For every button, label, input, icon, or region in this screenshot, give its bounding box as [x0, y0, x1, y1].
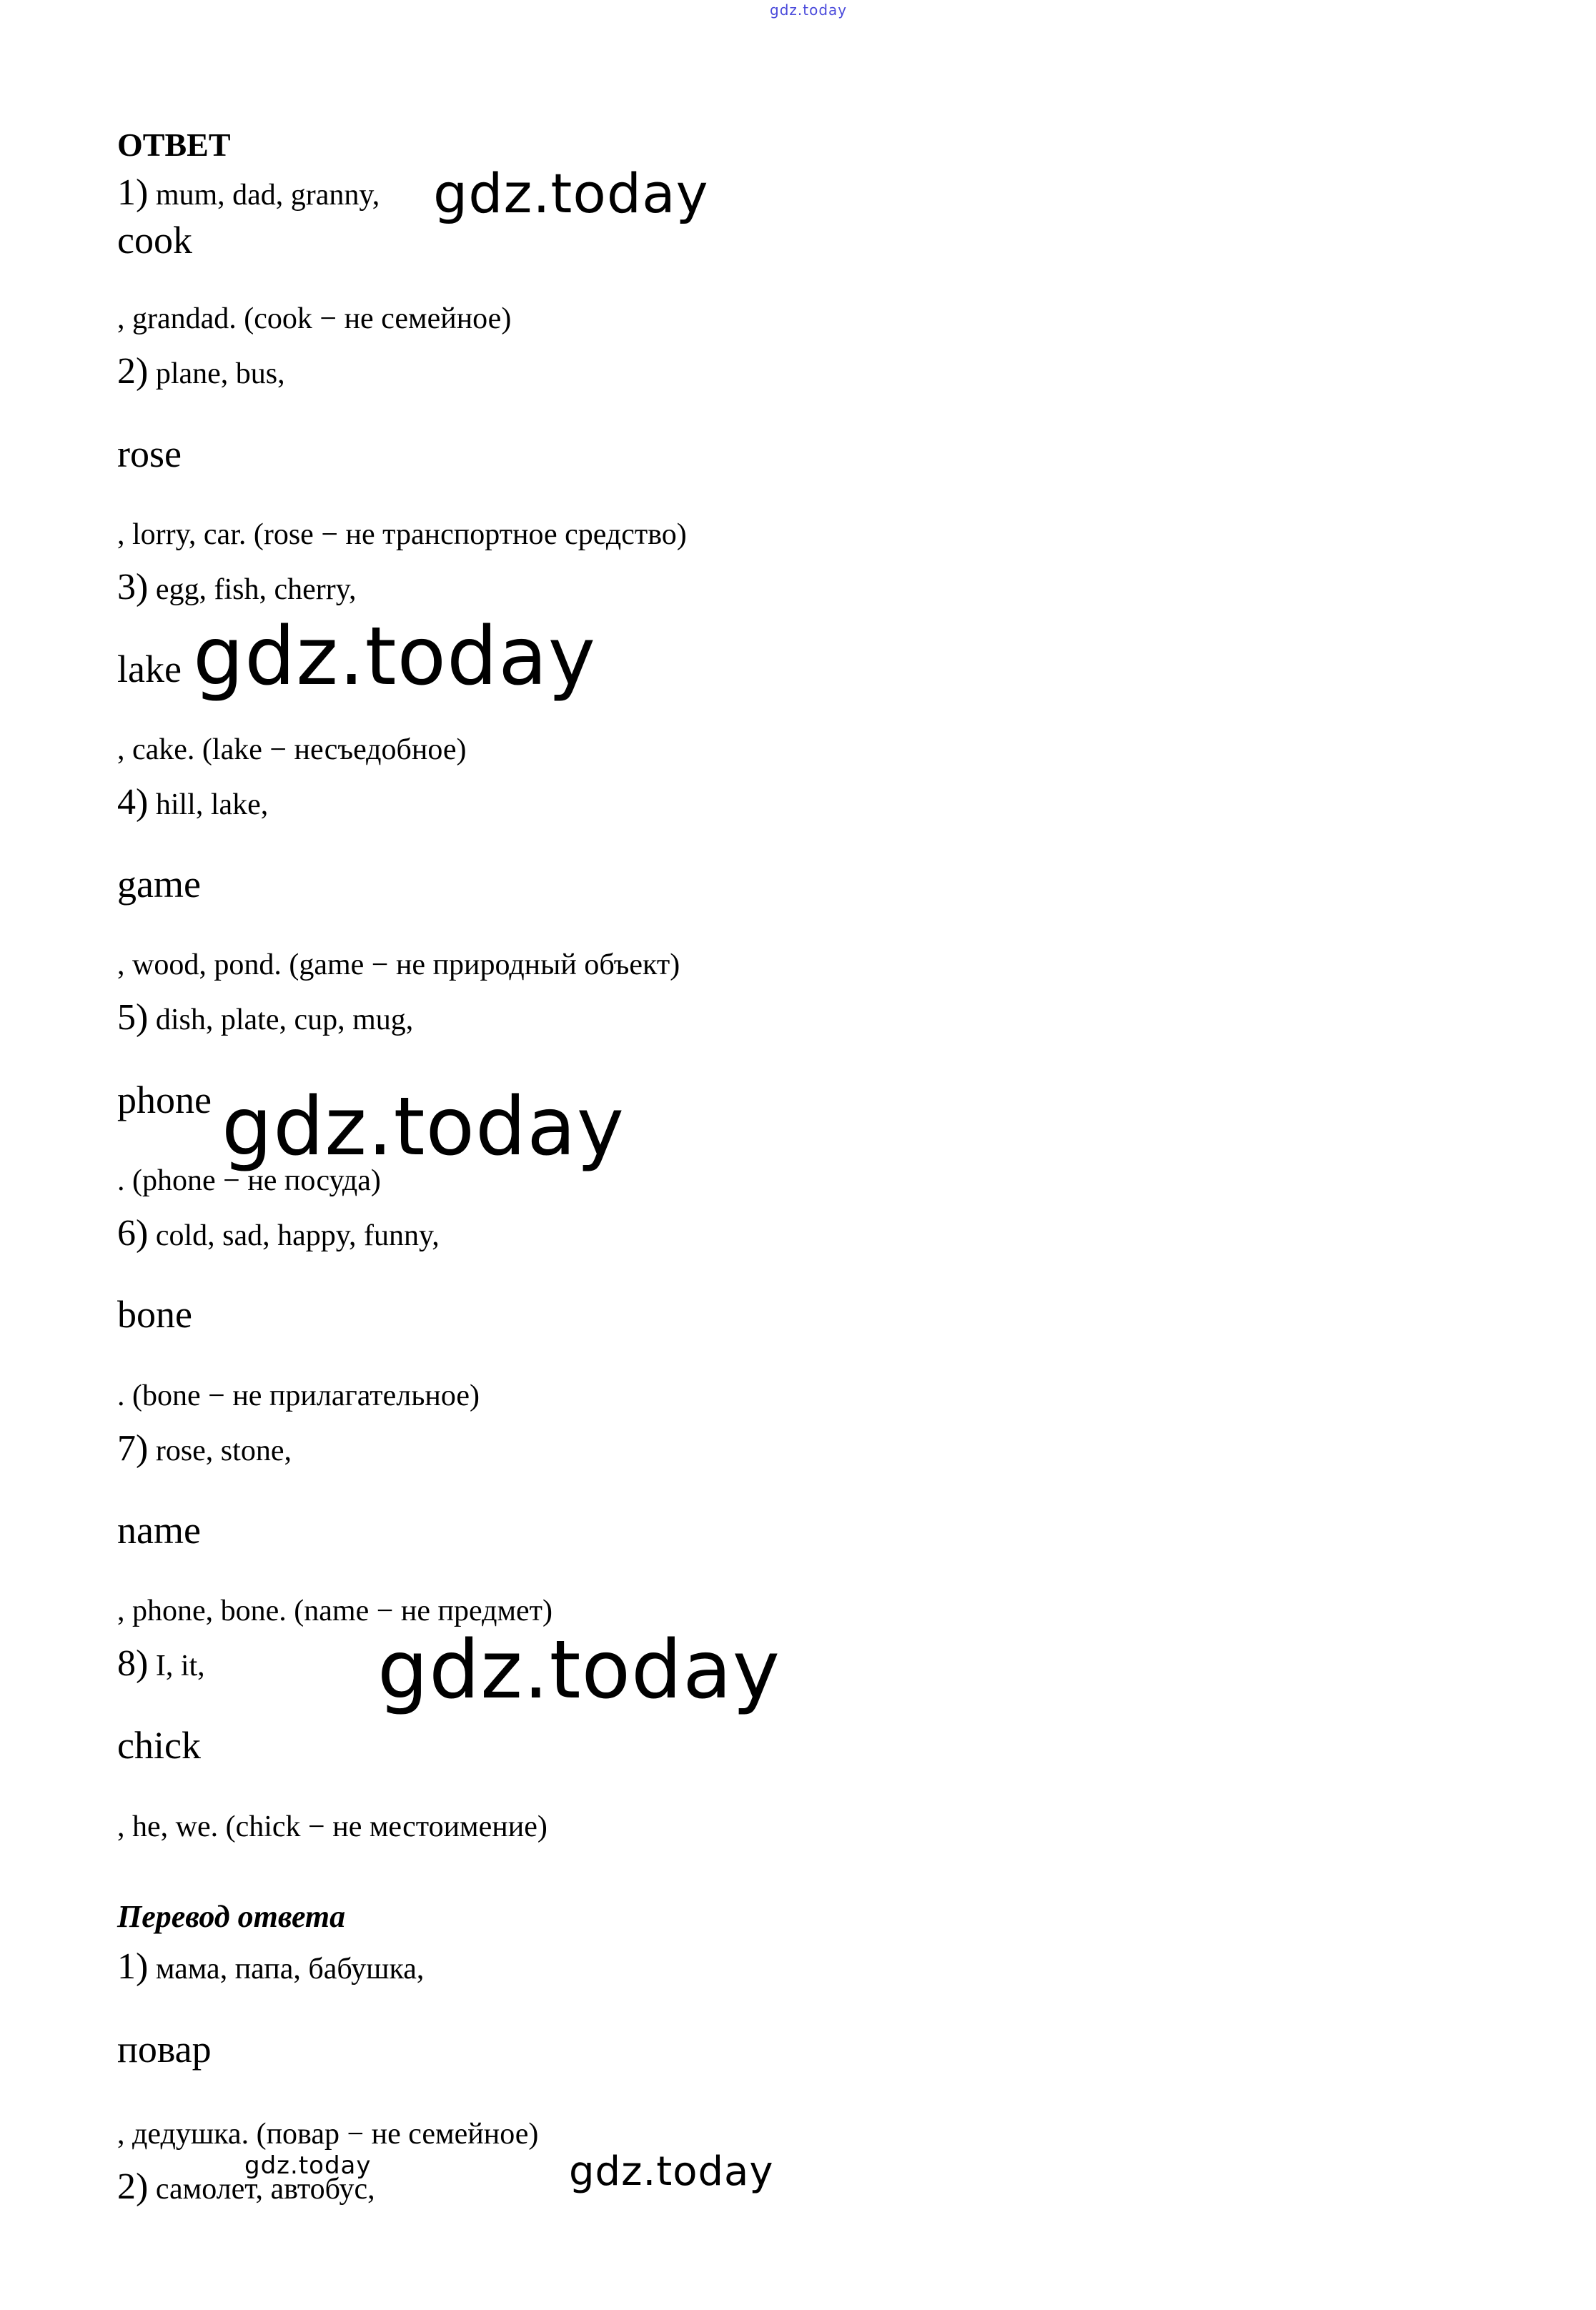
translation-item-1-line	[117, 1945, 424, 1988]
item-number: 3)	[117, 567, 149, 608]
item-words: мама, папа, бабушка,	[155, 1953, 425, 1986]
watermark-top: gdz.today	[770, 1, 848, 19]
item-6-explanation: . (bone − не прилагательное)	[117, 1379, 480, 1412]
translation-heading: Перевод ответа	[117, 1899, 346, 1934]
item-3-explanation: , cake. (lake − несъедобное)	[117, 733, 467, 766]
watermark: gdz.today	[222, 1081, 625, 1174]
item-6-line	[117, 1212, 440, 1254]
item-words: mum, dad, granny,	[155, 179, 380, 212]
item-5-line	[117, 996, 413, 1038]
item-number: 8)	[117, 1643, 149, 1684]
watermark: gdz.today	[193, 610, 597, 703]
item-3-odd-word: lake	[117, 648, 182, 690]
item-words: cold, sad, happy, funny,	[155, 1219, 440, 1252]
item-words: hill, lake,	[155, 788, 269, 821]
watermark: gdz.today	[377, 1624, 781, 1717]
item-number: 5)	[117, 997, 149, 1038]
item-number: 6)	[117, 1213, 149, 1254]
item-3-line	[117, 566, 357, 608]
item-1-explanation: , grandad. (cook − не семейное)	[117, 302, 512, 335]
watermark: gdz.today	[433, 162, 709, 225]
item-words: dish, plate, cup, mug,	[155, 1003, 414, 1036]
item-number: 7)	[117, 1428, 149, 1469]
item-8-explanation: , he, we. (chick − не местоимение)	[117, 1810, 547, 1843]
item-words: egg, fish, cherry,	[155, 573, 357, 606]
translation-item-1-odd-word: повар	[117, 2028, 212, 2071]
item-4-line	[117, 781, 268, 823]
item-7-line	[117, 1427, 292, 1469]
item-8-line	[117, 1642, 205, 1685]
item-7-explanation: , phone, bone. (name − не предмет)	[117, 1595, 553, 1627]
item-4-odd-word: game	[117, 863, 201, 906]
translation-item-1-explanation: , дедушка. (повар − не семейное)	[117, 2118, 539, 2151]
item-words: I, it,	[155, 1650, 205, 1682]
watermark: gdz.today	[569, 2148, 774, 2195]
item-6-odd-word: bone	[117, 1293, 192, 1336]
answer-heading: ОТВЕТ	[117, 127, 231, 163]
item-2-line	[117, 350, 285, 392]
item-1-line	[117, 172, 380, 214]
item-2-explanation: , lorry, car. (rose − не транспортное средство)	[117, 518, 687, 551]
item-number: 1)	[117, 1946, 149, 1987]
item-8-odd-word: chick	[117, 1724, 201, 1767]
item-number: 4)	[117, 782, 149, 823]
item-number: 2)	[117, 2166, 149, 2207]
item-2-odd-word: rose	[117, 432, 182, 475]
item-5-explanation: . (phone − не посуда)	[117, 1164, 381, 1197]
item-words: rose, stone,	[155, 1434, 292, 1467]
item-words: plane, bus,	[155, 357, 285, 390]
watermark: gdz.today	[244, 2151, 372, 2180]
item-words: самолет, автобус,	[155, 2173, 375, 2206]
item-number: 2)	[117, 351, 149, 392]
item-7-odd-word: name	[117, 1509, 201, 1552]
item-5-odd-word: phone	[117, 1079, 212, 1121]
item-number: 1)	[117, 172, 149, 213]
item-4-explanation: , wood, pond. (game − не природный объект)	[117, 948, 680, 981]
item-1-odd-word: cook	[117, 219, 192, 262]
